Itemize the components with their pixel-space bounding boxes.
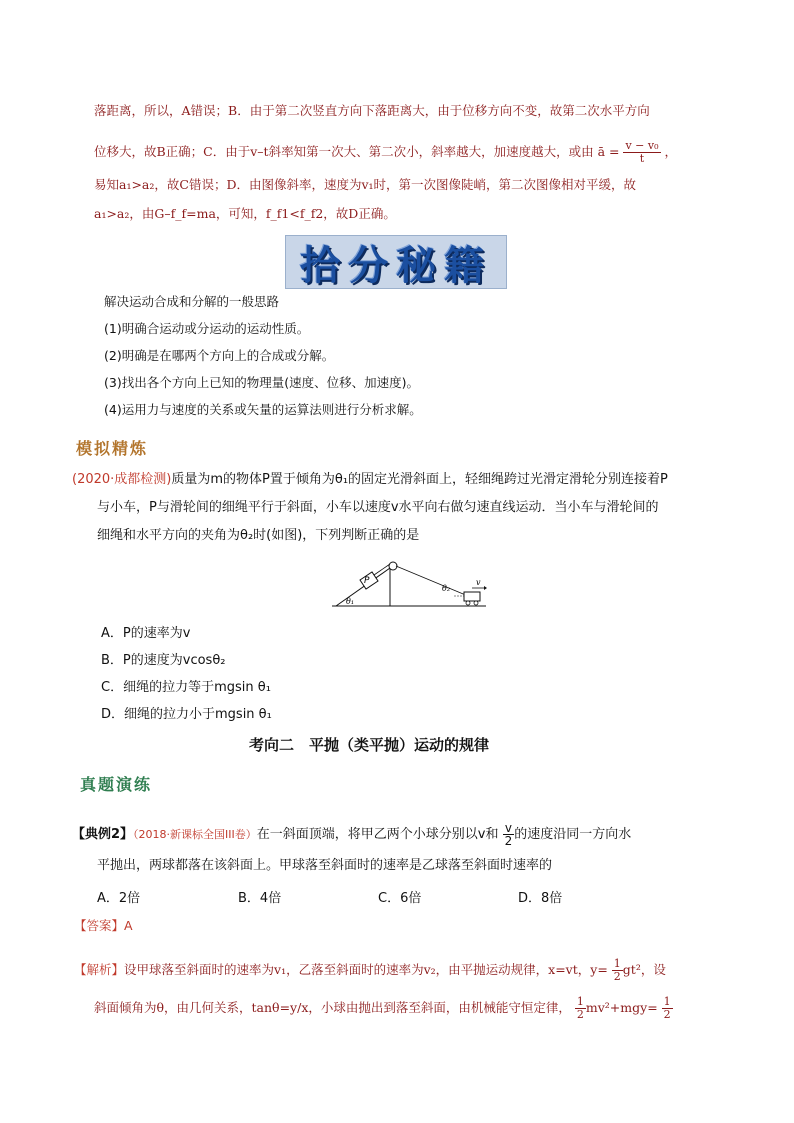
example2-option-b[interactable]: B．4倍 <box>238 891 282 906</box>
problem1-figure <box>330 558 490 610</box>
tips-item-4: (4)运用力与速度的关系或矢量的运算法则进行分析求解。 <box>104 402 422 417</box>
tips-item-1: (1)明确合运动或分运动的运动性质。 <box>104 321 310 336</box>
cart-wheel-1 <box>466 601 470 605</box>
cart-icon <box>464 592 480 601</box>
tips-item-3: (3)找出各个方向上已知的物理量(速度、位移、加速度)。 <box>104 375 419 390</box>
cart-wheel-2 <box>474 601 478 605</box>
half-fraction-2: $\frac{1}{2}$ <box>576 995 584 1021</box>
problem1-option-c[interactable]: C．细绳的拉力等于mgsin θ₁ <box>101 680 271 695</box>
problem1-option-d[interactable]: D．细绳的拉力小于mgsin θ₁ <box>101 707 272 722</box>
analysis-line-2: 斜面倾角为θ，由几何关系，tanθ=y/x，小球由抛出到落至斜面，由机械能守恒定律， $\frac{1}{2}$ mv²+mgy= $\frac{1}{2}$ <box>94 995 671 1021</box>
section2-title: 考向二 平抛（类平抛）运动的规律 <box>249 736 490 754</box>
half-fraction-3: $\frac{1}{2}$ <box>663 995 671 1021</box>
half-fraction: $\frac{1}{2}$ <box>613 957 621 983</box>
analysis-label: 【解析】 <box>74 962 125 977</box>
solution-line-3: 易知a₁>a₂，故C错误；D．由图像斜率，速度为v₁时，第一次图像陡峭，第二次图像相对平缓，故 <box>94 177 637 192</box>
example2-answer: 【答案】A <box>74 918 133 933</box>
problem1-source: (2020·成都检测) <box>72 472 172 487</box>
example2-line-1: 【典例2】（2018·新课标全国III卷）在一斜面顶端，将甲乙两个小球分别以v和 $\frac{v}{2}$ 的速度沿同一方向水 <box>72 821 632 848</box>
v-over-2-fraction: $\frac{v}{2}$ <box>504 821 513 848</box>
example2-option-a[interactable]: A．2倍 <box>97 891 141 906</box>
label-theta1: θ₁ <box>346 597 355 606</box>
incline-line <box>336 568 390 606</box>
analysis-line-1: 【解析】设甲球落至斜面时的速率为v₁，乙落至斜面时的速率为v₂，由平抛运动规律，x=vt，y= $\frac{1}{2}$ gt²，设 <box>74 957 666 983</box>
label-v: v <box>476 578 481 587</box>
tips-banner <box>285 235 507 289</box>
accel-formula: ā = $\frac{\text{v − v₀}}{t}$ <box>597 139 659 165</box>
example2-line-2: 平抛出，两球都落在该斜面上。甲球落至斜面时的速率是乙球落至斜面时速率的 <box>97 858 553 873</box>
problem1-option-a[interactable]: A．P的速率为v <box>101 626 191 641</box>
example2-option-c[interactable]: C．6倍 <box>378 891 422 906</box>
pulley-icon <box>389 562 397 570</box>
real-questions-tag: 真题演练 <box>80 775 153 794</box>
example2-label: 【典例2】 <box>72 827 134 842</box>
example2-source: （2018·新课标全国III卷） <box>133 828 257 841</box>
problem1-line-3: 细绳和水平方向的夹角为θ₂时(如图)，下列判断正确的是 <box>97 528 420 543</box>
rope-cart <box>396 566 468 596</box>
problem1-line-2: 与小车，P与滑轮间的细绳平行于斜面，小车以速度v水平向右做匀速直线运动．当小车与滑轮间的 <box>97 500 659 515</box>
label-theta2: θ₂ <box>442 584 451 593</box>
tips-title: 解决运动合成和分解的一般思路 <box>104 294 280 309</box>
solution-line-1: 落距离，所以，A错误；B．由于第二次竖直方向下落距离大，由于位移方向不变，故第二次水平方向 <box>94 103 650 118</box>
problem1-line-1: (2020·成都检测)质量为m的物体P置于倾角为θ₁的固定光滑斜面上，轻细绳跨过光滑定滑轮分别连接着P <box>72 472 668 487</box>
problem1-option-b[interactable]: B．P的速度为vcosθ₂ <box>101 653 226 668</box>
tips-item-2: (2)明确是在哪两个方向上的合成或分解。 <box>104 348 335 363</box>
tips-banner-text: 拾分秘籍 <box>300 242 492 289</box>
practice-tag: 模拟精炼 <box>76 439 149 458</box>
solution-line-2: 位移大，故B正确；C．由于v–t斜率知第一次大、第二次小，斜率越大，加速度越大，或由 ā = $\frac{\text{v − v₀}}{t}$ ， <box>94 139 678 165</box>
solution-line-4: a₁>a₂，由G–f_f=ma，可知，f_f1<f_f2，故D正确。 <box>94 206 396 221</box>
example2-option-d[interactable]: D．8倍 <box>518 891 563 906</box>
label-p: P <box>364 576 370 586</box>
